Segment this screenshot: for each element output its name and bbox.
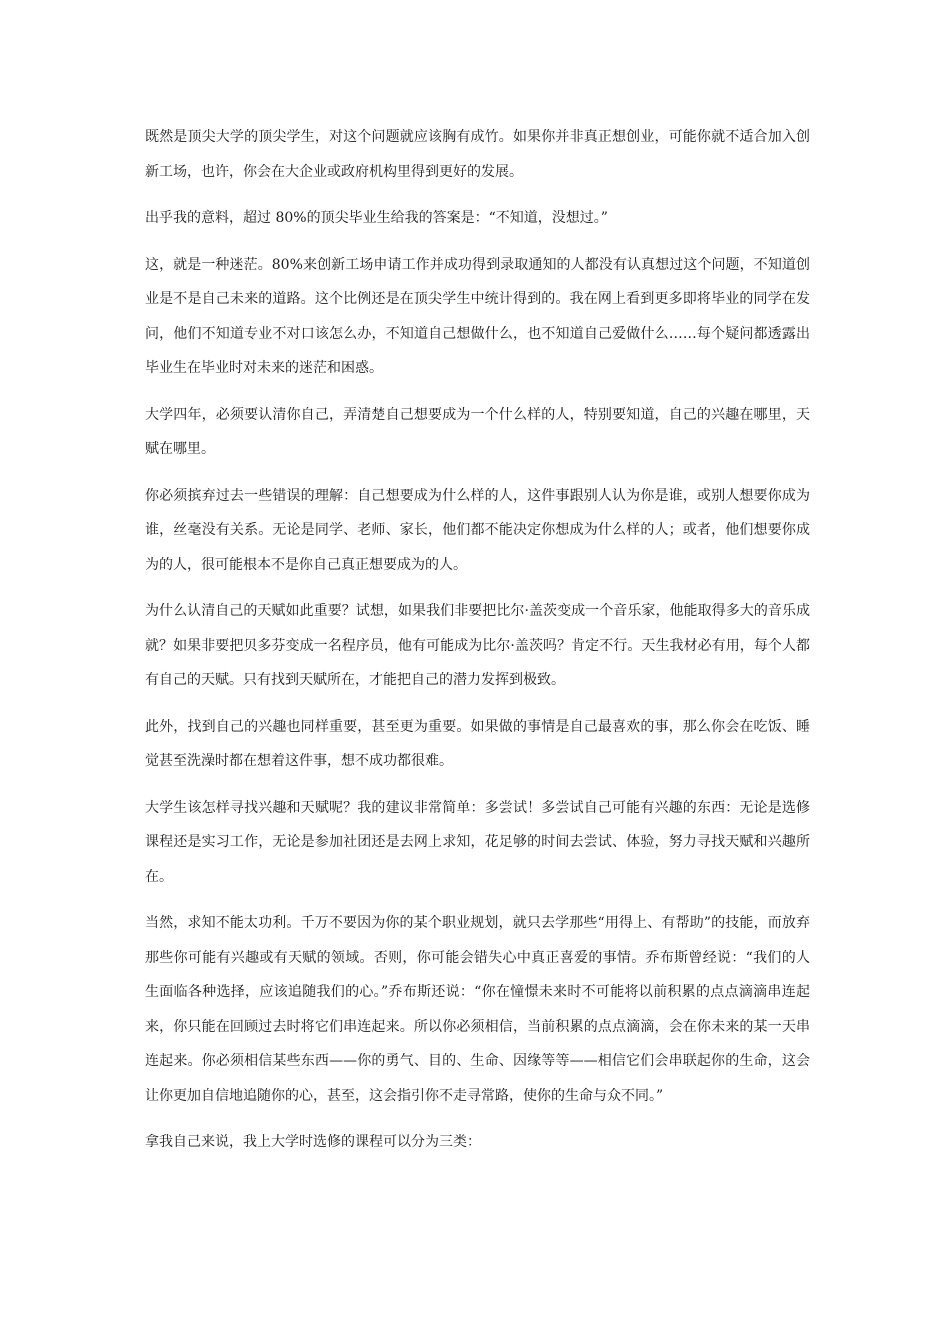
paragraph-7: 此外，找到自己的兴趣也同样重要，甚至更为重要。如果做的事情是自己最喜欢的事，那么你会在吃饭、睡觉甚至洗澡时都在想着这件事，想不成功都很难。 xyxy=(145,718,810,769)
paragraph-3: 这，就是一种迷茫。80%来创新工场申请工作并成功得到录取通知的人都没有认真想过这个问题，不知道创业是不是自己未来的道路。这个比例还是在顶尖学生中统计得到的。我在网上看到更多即将毕业的同学在发问，他们不知道专业不对口该怎么办，不知道自己想做什么，也不知道自己爱做什么……每个疑问都透露出毕业生在毕业时对未来的迷茫和困惑。 xyxy=(145,256,810,376)
paragraph-6: 为什么认清自己的天赋如此重要？试想，如果我们非要把比尔·盖茨变成一个音乐家，他能取得多大的音乐成就？如果非要把贝多芬变成一名程序员，他有可能成为比尔·盖茨吗？肯定不行。天生我材必有用，每个人都有自己的天赋。只有找到天赋所在，才能把自己的潜力发挥到极致。 xyxy=(145,603,810,688)
paragraph-2: 出乎我的意料，超过 80%的顶尖毕业生给我的答案是：“不知道，没想过。” xyxy=(145,210,608,226)
document-body xyxy=(145,120,810,1172)
paragraph-5: 你必须摈弃过去一些错误的理解：自己想要成为什么样的人，这件事跟别人认为你是谁，或别人想要你成为谁，丝毫没有关系。无论是同学、老师、家长，他们都不能决定你想成为什么样的人；或者，他们想要你成为的人，很可能根本不是你自己真正想要成为的人。 xyxy=(145,487,810,573)
paragraph-9: 当然，求知不能太功利。千万不要因为你的某个职业规划，就只去学那些“用得上、有帮助”的技能，而放弃那些你可能有兴趣或有天赋的领域。否则，你可能会错失心中真正喜爱的事情。乔布斯曾经说：“我们的人生面临各种选择，应该追随我们的心。”乔布斯还说：“你在憧憬未来时不可能将以前积累的点点滴滴串连起来，你只能在回顾过去时将它们串连起来。所以你必须相信，当前积累的点点滴滴，会在你未来的某一天串连起来。你必须相信某些东西——你的勇气、目的、生命、因缘等等——相信它们会串联起你的生命，这会让你更加自信地追随你的心，甚至，这会指引你不走寻常路，使你的生命与众不同。” xyxy=(145,915,810,1104)
paragraph-1: 既然是顶尖大学的顶尖学生，对这个问题就应该胸有成竹。如果你并非真正想创业，可能你就不适合加入创新工场，也许，你会在大企业或政府机构里得到更好的发展。 xyxy=(145,129,810,180)
paragraph-10: 拿我自己来说，我上大学时选修的课程可以分为三类： xyxy=(145,1134,481,1150)
paragraph-8: 大学生该怎样寻找兴趣和天赋呢？我的建议非常简单：多尝试！多尝试自己可能有兴趣的东西：无论是选修课程还是实习工作，无论是参加社团还是去网上求知，花足够的时间去尝试、体验，努力寻找天赋和兴趣所在。 xyxy=(145,799,810,885)
paragraph-4: 大学四年，必须要认清你自己，弄清楚自己想要成为一个什么样的人，特别要知道，自己的兴趣在哪里，天赋在哪里。 xyxy=(145,406,810,457)
